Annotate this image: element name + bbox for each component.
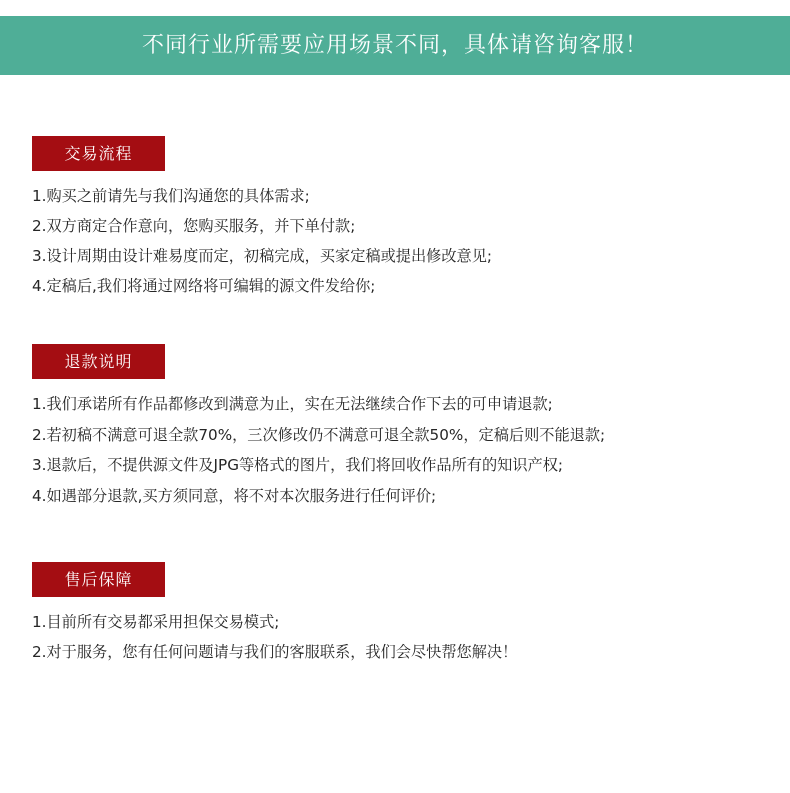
item-list [32,181,772,301]
item-list [32,389,772,511]
list-item: 3.退款后，不提供源文件及JPG等格式的图片，我们将回收作品所有的知识产权; [32,456,564,474]
list-item: 3.设计周期由设计难易度而定，初稿完成，买家定稿或提出修改意见; [32,247,493,265]
list-item: 4.如遇部分退款,买方须同意，将不对本次服务进行任何评价; [32,486,437,505]
list-item: 2.双方商定合作意向，您购买服务，并下单付款; [32,217,356,235]
item-list [32,607,772,667]
list-item: 1.购买之前请先与我们沟通您的具体需求; [32,187,310,205]
list-item: 1.我们承诺所有作品都修改到满意为止，实在无法继续合作下去的可申请退款; [32,395,553,413]
list-item: 2.若初稿不满意可退全款70%，三次修改仍不满意可退全款50%，定稿后则不能退款; [32,425,606,444]
section-heading: 退款说明 [32,344,165,379]
section-heading: 售后保障 [32,562,165,597]
top-banner [0,16,790,75]
list-item: 1.目前所有交易都采用担保交易模式; [32,613,280,631]
section-transaction-process [32,136,772,301]
banner-text: 不同行业所需要应用场景不同，具体请咨询客服！ [141,33,648,58]
section-heading: 交易流程 [32,136,165,171]
list-item: 4.定稿后,我们将通过网络将可编辑的源文件发给你; [32,277,376,295]
list-item: 2.对于服务，您有任何问题请与我们的客服联系，我们会尽快帮您解决！ [32,643,518,661]
section-after-sales [32,562,772,667]
section-refund-policy [32,344,772,511]
